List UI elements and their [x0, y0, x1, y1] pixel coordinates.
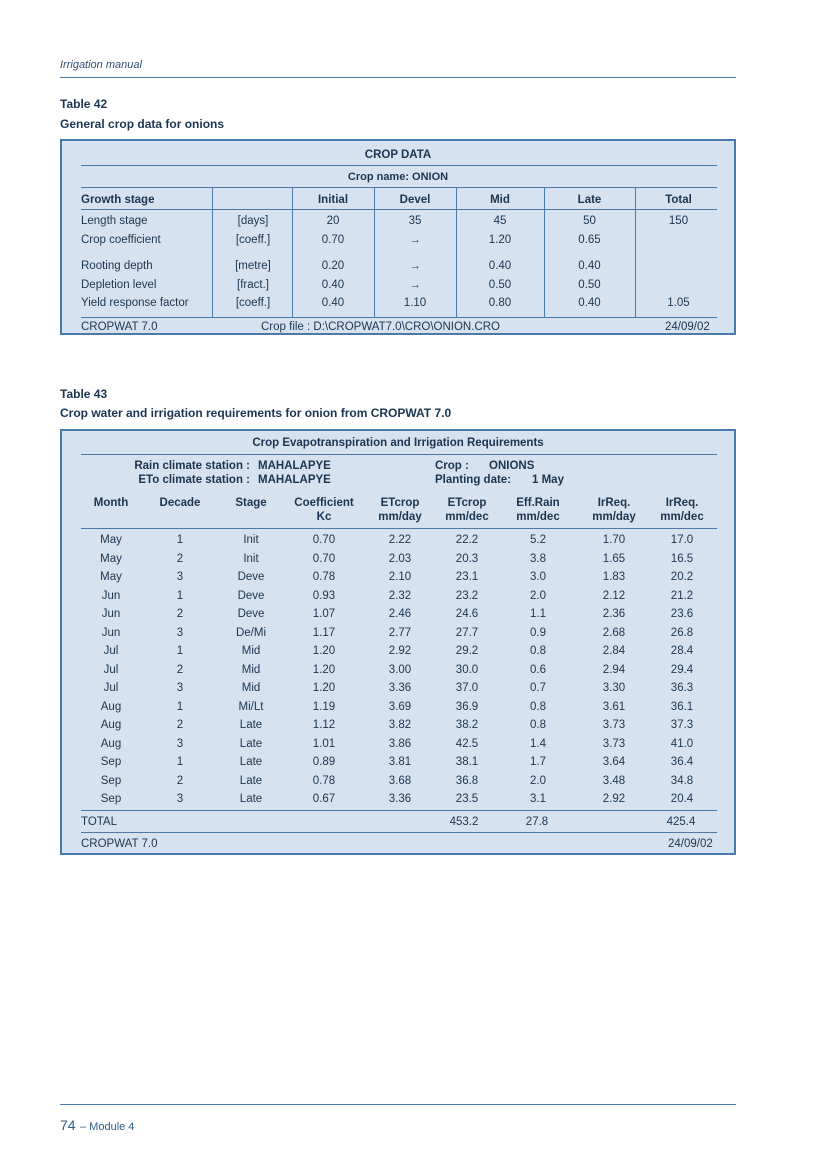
- table-cell: Late: [239, 793, 263, 805]
- table-cell: May: [100, 552, 122, 565]
- table-cell: 2.94: [602, 663, 626, 676]
- crop-param-unit: [fract.]: [237, 279, 269, 291]
- table42-caption: General crop data for onions: [60, 117, 225, 131]
- table-cell: 1: [176, 700, 184, 713]
- crop-param-name: Yield response factor: [81, 297, 189, 309]
- table-cell: 2.0: [530, 589, 546, 602]
- table-cell: Jun: [101, 626, 121, 639]
- table-cell: Late: [239, 756, 263, 768]
- table-cell: Sep: [100, 756, 122, 768]
- column-header-unit: mm/dec: [445, 511, 489, 523]
- table-cell: Late: [239, 774, 263, 787]
- crop-param-value: 0.40: [321, 279, 345, 291]
- column-header-unit: mm/dec: [660, 511, 704, 523]
- table-cell: 3.73: [602, 737, 626, 750]
- running-head: Irrigation manual: [60, 59, 142, 71]
- table-cell: 36.9: [455, 700, 479, 713]
- table-cell: 3.30: [602, 682, 626, 694]
- table-cell: 1.83: [602, 571, 626, 583]
- crop-param-value: 0.50: [578, 279, 601, 291]
- crop-data-program: CROPWAT 7.0: [81, 321, 158, 333]
- table-cell: 2.46: [388, 608, 412, 620]
- table-cell: 2.77: [388, 626, 412, 639]
- column-header: ETcrop: [380, 497, 420, 509]
- table-cell: 0.93: [312, 589, 336, 602]
- table-cell: Deve: [237, 608, 265, 620]
- crop-param-value: 0.40: [578, 260, 601, 272]
- table-cell: Late: [239, 719, 263, 731]
- table-cell: 1.65: [602, 552, 626, 565]
- eto-station-value: MAHALAPYE: [258, 474, 331, 486]
- table-cell: 29.4: [670, 663, 694, 676]
- table-cell: 3: [176, 682, 184, 694]
- crop-param-value: 0.50: [488, 279, 512, 291]
- crop-data-panel: [60, 139, 736, 335]
- planting-date-label: Planting date:: [435, 474, 512, 486]
- table-cell: 23.5: [455, 793, 479, 805]
- table-cell: Sep: [100, 774, 122, 787]
- table-cell: Deve: [237, 589, 265, 602]
- table-cell: 1: [176, 645, 184, 657]
- column-header-unit: mm/day: [378, 511, 422, 523]
- column-header: Eff.Rain: [516, 497, 560, 509]
- table42-label: Table 42: [60, 97, 108, 111]
- table-cell: 3.0: [530, 571, 546, 583]
- module-label: – Module 4: [80, 1121, 135, 1133]
- crop-param-value: 0.20: [321, 260, 345, 272]
- crop-param-name: Rooting depth: [81, 260, 153, 272]
- column-header: Initial: [317, 194, 349, 206]
- table-row: [62, 793, 734, 811]
- table-cell: Mid: [241, 645, 261, 657]
- table-cell: 0.70: [312, 552, 336, 565]
- crop-param-value: 150: [668, 215, 689, 227]
- table-cell: 3: [176, 571, 184, 583]
- table-cell: 3.69: [388, 700, 412, 713]
- crop-param-unit: [coeff.]: [235, 297, 271, 309]
- table-cell: Init: [243, 534, 259, 546]
- table-cell: 23.1: [455, 571, 479, 583]
- total-etcrop: 453.2: [449, 816, 479, 828]
- table-cell: 36.4: [670, 756, 694, 768]
- crop-param-value: 0.40: [488, 260, 512, 272]
- column-header: Late: [577, 194, 602, 206]
- crop-param-value: 1.05: [667, 297, 690, 309]
- table-cell: 2.10: [388, 571, 412, 583]
- table-cell: 0.6: [530, 663, 546, 676]
- crop-param-value: 0.40: [321, 297, 345, 309]
- irrigation-program: CROPWAT 7.0: [81, 838, 158, 850]
- column-header: Coefficient: [294, 497, 354, 509]
- table-cell: 0.67: [312, 793, 336, 805]
- column-header: Devel: [399, 194, 431, 206]
- table-cell: 2.68: [602, 626, 626, 639]
- table-cell: 1: [176, 589, 184, 602]
- table-cell: 21.2: [670, 589, 694, 602]
- table-cell: 1.20: [312, 682, 336, 694]
- table-cell: 0.8: [530, 700, 546, 713]
- table-cell: 27.7: [455, 626, 479, 639]
- crop-param-value: 0.65: [578, 234, 601, 246]
- table-cell: Late: [239, 737, 263, 750]
- crop-param-value: →: [409, 234, 421, 246]
- total-effrain: 27.8: [525, 816, 549, 828]
- table-cell: 1.70: [602, 534, 626, 546]
- table-cell: 26.8: [670, 626, 694, 639]
- crop-name: Crop name: ONION: [347, 171, 449, 183]
- header-rule: [60, 77, 736, 78]
- table-cell: Deve: [237, 571, 265, 583]
- table-row: [62, 719, 734, 737]
- table-cell: 37.3: [670, 719, 694, 731]
- table-row: [62, 553, 734, 571]
- table-cell: 0.78: [312, 571, 336, 583]
- table-cell: Jul: [103, 645, 119, 657]
- crop-param-value: 1.10: [403, 297, 427, 309]
- table-cell: 2: [176, 774, 184, 787]
- table43-label: Table 43: [60, 387, 108, 401]
- table-cell: 3: [176, 737, 184, 750]
- table-cell: 28.4: [670, 645, 694, 657]
- table-cell: 23.6: [670, 608, 694, 620]
- table-cell: 3: [176, 626, 184, 639]
- table-cell: 1.19: [312, 700, 336, 713]
- table-cell: 3.48: [602, 774, 626, 787]
- table-cell: 20.3: [455, 552, 479, 565]
- footer-rule: [60, 1104, 736, 1105]
- crop-param-value: 0.40: [578, 297, 601, 309]
- table-cell: 0.70: [312, 534, 336, 546]
- irrigation-requirements-panel: [60, 429, 736, 855]
- table-cell: 3.8: [530, 552, 546, 565]
- table-cell: 2: [176, 552, 184, 565]
- table-cell: Jul: [103, 682, 119, 694]
- table-cell: Init: [243, 552, 259, 565]
- table-cell: May: [100, 571, 122, 583]
- table-cell: 36.3: [670, 682, 694, 694]
- total-label: TOTAL: [81, 816, 117, 828]
- crop-param-value: 0.70: [321, 234, 345, 246]
- table-cell: De/Mi: [235, 626, 267, 639]
- crop-param-unit: [coeff.]: [235, 234, 271, 246]
- table-cell: Mid: [241, 682, 261, 694]
- table-cell: Aug: [100, 700, 122, 713]
- total-irreq: 425.4: [666, 816, 696, 828]
- table-cell: 1.17: [312, 626, 336, 639]
- table-cell: 2.32: [388, 589, 412, 602]
- table-cell: 2.12: [602, 589, 626, 602]
- table-row: [62, 590, 734, 608]
- column-header: ETcrop: [447, 497, 487, 509]
- crop-data-date: 24/09/02: [665, 321, 710, 333]
- crop-param-value: 20: [326, 215, 340, 227]
- table-cell: 38.1: [455, 756, 479, 768]
- crop-file-path: Crop file : D:\CROPWAT7.0\CRO\ONION.CRO: [261, 321, 500, 333]
- table-cell: 3.00: [388, 663, 412, 676]
- table-cell: 23.2: [455, 589, 479, 602]
- table-cell: 2.22: [388, 534, 412, 546]
- table-cell: 1.20: [312, 645, 336, 657]
- table-cell: 1.01: [312, 737, 336, 750]
- table-row: [62, 608, 734, 626]
- irrigation-date: 24/09/02: [668, 838, 713, 850]
- table-cell: 2: [176, 663, 184, 676]
- table-cell: 3.36: [388, 793, 412, 805]
- table-cell: Sep: [100, 793, 122, 805]
- crop-param-value: →: [409, 260, 421, 272]
- table-cell: Mid: [241, 663, 261, 676]
- table-cell: 3.61: [602, 700, 626, 713]
- table-cell: 17.0: [670, 534, 694, 546]
- table-row: [62, 627, 734, 645]
- crop-param-value: 50: [583, 215, 596, 227]
- table-cell: 1.07: [312, 608, 336, 620]
- table-cell: 20.4: [670, 793, 694, 805]
- table-cell: 2: [176, 719, 184, 731]
- table-row: [62, 534, 734, 552]
- column-header: IrReq.: [665, 497, 699, 509]
- table-cell: 24.6: [455, 608, 479, 620]
- column-header: IrReq.: [597, 497, 631, 509]
- column-header-unit: Kc: [316, 511, 332, 523]
- table-cell: 5.2: [530, 534, 546, 546]
- table-cell: Aug: [100, 719, 122, 731]
- table-cell: 3.68: [388, 774, 412, 787]
- table-cell: 3.36: [388, 682, 412, 694]
- crop-param-value: 0.80: [488, 297, 512, 309]
- crop-param-value: 1.20: [488, 234, 512, 246]
- table-cell: 41.0: [670, 737, 694, 750]
- table-cell: 1.4: [530, 737, 546, 750]
- crop-param-name: Depletion level: [81, 279, 157, 291]
- table-cell: Jul: [103, 663, 119, 676]
- table-cell: 38.2: [455, 719, 479, 731]
- table-cell: 0.7: [530, 682, 546, 694]
- table-row: [62, 756, 734, 774]
- column-header: Stage: [235, 497, 267, 509]
- crop-param-value: 45: [493, 215, 507, 227]
- column-header-unit: mm/day: [592, 511, 636, 523]
- table-cell: 36.1: [670, 700, 694, 713]
- table43-caption: Crop water and irrigation requirements for onion from CROPWAT 7.0: [60, 406, 452, 420]
- table-cell: 3.1: [530, 793, 546, 805]
- table-cell: 2.92: [602, 793, 626, 805]
- column-header: Decade: [159, 497, 201, 509]
- table-cell: 3: [176, 793, 184, 805]
- table-row: [62, 571, 734, 589]
- table-cell: 30.0: [455, 663, 479, 676]
- table-cell: 3.73: [602, 719, 626, 731]
- table-row: [62, 682, 734, 700]
- column-header: Mid: [490, 194, 510, 206]
- table-cell: Aug: [100, 737, 122, 750]
- table-row: [62, 775, 734, 793]
- table-cell: 34.8: [670, 774, 694, 787]
- table-cell: 0.89: [312, 756, 336, 768]
- table-cell: Jun: [101, 589, 121, 602]
- eto-station-label: ETo climate station :: [138, 474, 250, 486]
- page-number: 74: [60, 1117, 76, 1133]
- table-cell: 1.12: [312, 719, 336, 731]
- crop-data-heading: CROP DATA: [364, 149, 432, 161]
- crop-value: ONIONS: [489, 460, 535, 472]
- table-cell: 16.5: [670, 552, 694, 565]
- crop-param-value: →: [409, 279, 421, 291]
- table-cell: 1.20: [312, 663, 336, 676]
- table-cell: 2.84: [602, 645, 626, 657]
- crop-param-name: Length stage: [81, 215, 148, 227]
- table-cell: 0.8: [530, 645, 546, 657]
- irrigation-heading: Crop Evapotranspiration and Irrigation Requirements: [252, 437, 544, 449]
- table-cell: 22.2: [455, 534, 479, 546]
- table-cell: 1: [176, 534, 184, 546]
- table-row: [62, 645, 734, 663]
- table-cell: 3.64: [602, 756, 626, 768]
- table-row: [62, 738, 734, 756]
- planting-date-value: 1 May: [532, 474, 564, 486]
- table-row: [62, 664, 734, 682]
- growth-stage-header: Growth stage: [81, 194, 155, 206]
- header-rule: [81, 528, 717, 529]
- table-cell: 3.82: [388, 719, 412, 731]
- table-cell: 36.8: [455, 774, 479, 787]
- table-cell: 2: [176, 608, 184, 620]
- table-cell: 1.7: [530, 756, 546, 768]
- table-cell: 1: [176, 756, 184, 768]
- table-cell: 1.1: [530, 608, 546, 620]
- crop-label: Crop :: [435, 460, 469, 472]
- table-cell: 2.0: [530, 774, 546, 787]
- table-cell: 42.5: [455, 737, 479, 750]
- table-cell: 29.2: [455, 645, 479, 657]
- column-header: Month: [93, 497, 129, 509]
- crop-param-name: Crop coefficient: [81, 234, 161, 246]
- table-cell: 2.92: [388, 645, 412, 657]
- column-header-unit: mm/dec: [516, 511, 560, 523]
- rain-station-label: Rain climate station :: [134, 460, 250, 472]
- table-row: [62, 701, 734, 719]
- crop-param-unit: [days]: [237, 215, 269, 227]
- table-cell: 2.36: [602, 608, 626, 620]
- crop-param-value: 35: [408, 215, 422, 227]
- table-cell: May: [100, 534, 122, 546]
- table-cell: 2.03: [388, 552, 412, 565]
- table-cell: Mi/Lt: [238, 700, 264, 713]
- table-cell: 3.86: [388, 737, 412, 750]
- column-header: Total: [665, 194, 692, 206]
- crop-param-unit: [metre]: [235, 260, 271, 272]
- table-cell: 20.2: [670, 571, 694, 583]
- table-cell: Jun: [101, 608, 121, 620]
- rain-station-value: MAHALAPYE: [258, 460, 331, 472]
- table-cell: 0.9: [530, 626, 546, 639]
- table-cell: 3.81: [388, 756, 412, 768]
- table-cell: 0.8: [530, 719, 546, 731]
- table-cell: 0.78: [312, 774, 336, 787]
- table-cell: 37.0: [455, 682, 479, 694]
